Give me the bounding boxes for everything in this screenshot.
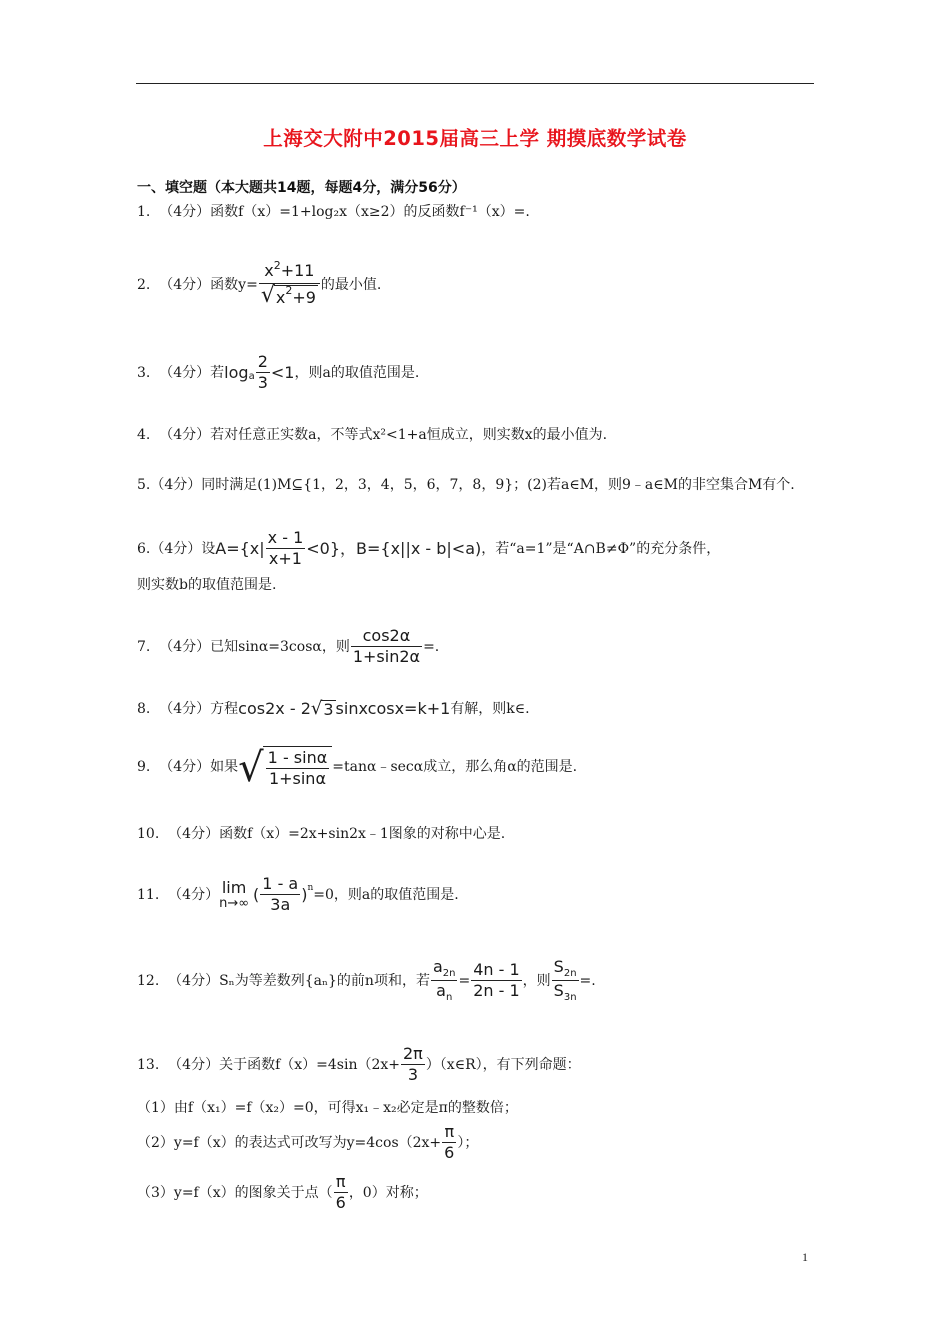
question-2-fraction [259, 259, 320, 308]
q12-f2-num: 4n - 1 [473, 960, 520, 979]
q13-item-2-suffix: ）； [457, 1134, 479, 1151]
question-10 [137, 826, 505, 842]
q3-log: log [224, 362, 249, 382]
question-12-prefix: 12. （4分）Sₙ为等差数列{aₙ}的前n项和，若 [137, 972, 430, 989]
question-3-prefix: 3. （4分）若 [137, 364, 225, 381]
question-2-prefix: 2. （4分）函数y= [137, 276, 258, 293]
question-5-text: 5.（4分）同时满足(1)M⊆{1，2，3，4，5，6，7，8，9}；(2)若a∈M，则9﹣a∈M的非空集合M有个. [137, 477, 795, 493]
q12-f1-num: a [432, 957, 443, 976]
question-7 [137, 627, 439, 666]
q12-mid-text: ，则 [522, 972, 551, 989]
question-7-suffix: =. [423, 638, 440, 655]
question-11 [137, 875, 459, 914]
q7-frac-den: 1+sin2α [352, 647, 421, 666]
q12-equals: = [458, 972, 471, 989]
question-2 [137, 259, 382, 308]
question-9 [137, 745, 578, 791]
q13-item-3-fraction [334, 1173, 348, 1212]
q12-f3-den-sub: 3n [563, 992, 577, 1003]
q13-item-1-text: （1）由f（x₁）=f（x₂）=0，可得x₁﹣x₂必定是π的整数倍； [137, 1100, 518, 1116]
q13-item-2-prefix: （2）y=f（x）的表达式可改写为y=4cos（2x+ [137, 1134, 442, 1151]
q2-num-exp: 2 [273, 259, 281, 272]
question-1 [137, 204, 530, 220]
question-9-suffix: =tanα﹣secα成立，那么角α的范围是. [332, 759, 578, 775]
question-8-suffix: 有解，则k∈. [450, 701, 530, 717]
question-6-suffix: ，若“a=1”是“A∩B≠Φ”的充分条件， [481, 540, 721, 557]
q8-sqrt-arg: 3 [323, 699, 334, 719]
q8-sqrt: √ 3 [310, 698, 334, 719]
q2-num-rest: +11 [280, 261, 315, 280]
q9-sqrt: √ $\frac{1 - \sin\alpha}{1+\sin\alpha}$ [238, 746, 332, 788]
question-5 [137, 477, 795, 493]
q13-item-3-prefix: （3）y=f（x）的图象关于点（ [137, 1184, 333, 1201]
q12-fraction-c [552, 958, 579, 1003]
q2-den-base: x [275, 287, 286, 307]
question-7-fraction [351, 627, 422, 666]
q11-lim-label: lim [221, 877, 247, 897]
q3-frac-num: 2 [257, 352, 268, 371]
q2-den-sqrt: √ x 2 +9 [260, 283, 316, 308]
q6-frac-den: x+1 [268, 549, 302, 568]
q13-frac-num: 2π [403, 1044, 423, 1063]
q13-item-3-suffix: ，0）对称； [348, 1184, 428, 1201]
q11-frac-den: 3a [270, 895, 291, 914]
document-title: 上海交大附中2015届高三上学 期摸底数学试卷 [263, 127, 687, 150]
question-6-fraction [266, 529, 306, 568]
question-6-prefix: 6.（4分）设 [137, 540, 216, 557]
q2-den-rest: +9 [292, 287, 316, 307]
question-1-text: 1. （4分）函数f（x）=1+log₂x（x≥2）的反函数f⁻¹（x）=. [137, 204, 530, 220]
question-11-suffix: =0，则a的取值范围是. [313, 886, 459, 903]
header-rule [136, 83, 814, 84]
q6-frac-num: x - 1 [267, 528, 304, 547]
question-13-item-2 [137, 1123, 478, 1162]
q6-set-a: A={x| [215, 538, 265, 558]
question-9-fraction [266, 749, 330, 788]
q7-frac-num: cos2α [362, 626, 411, 645]
q12-fraction-a [431, 958, 458, 1003]
section-heading: 一、填空题（本大题共14题，每题4分，满分56分） [137, 180, 466, 196]
q6-set-b: <0}，B={x||x - b|<a) [306, 538, 482, 558]
q11-lim-sub: n→∞ [219, 895, 250, 911]
q11-close-paren: ) [301, 884, 308, 904]
question-6 [137, 529, 720, 568]
q11-limit [219, 879, 249, 911]
question-6-line-2 [137, 577, 276, 593]
q12-f2-den: 2n - 1 [473, 981, 520, 1000]
q12-f3-den: S [553, 981, 564, 1000]
q13-item-2-fraction [442, 1123, 456, 1162]
question-9-prefix: 9. （4分）如果 [137, 759, 239, 775]
q12-f1-num-sub: 2n [442, 968, 456, 979]
question-8-prefix: 8. （4分）方程 [137, 701, 239, 717]
q3-frac-den: 3 [257, 373, 268, 392]
question-13-item-3 [137, 1173, 428, 1212]
question-13-prefix: 13. （4分）关于函数f（x）=4sin（2x+ [137, 1056, 400, 1073]
q13-item-2-num: π [444, 1122, 455, 1141]
question-13-suffix: ）（x∈R），有下列命题： [425, 1056, 581, 1073]
q9-frac-num: 1 - sinα [267, 748, 328, 767]
question-8 [137, 700, 530, 718]
question-12-suffix: =. [579, 972, 596, 989]
question-13-fraction [401, 1045, 425, 1084]
q3-log-base: a [248, 370, 255, 382]
question-3-fraction [256, 353, 270, 392]
q13-item-3-den: 6 [335, 1193, 346, 1212]
question-7-prefix: 7. （4分）已知sinα=3cosα，则 [137, 638, 350, 655]
question-13-item-1 [137, 1100, 518, 1116]
q2-den-exp: 2 [285, 283, 293, 297]
q13-item-2-den: 6 [444, 1143, 455, 1162]
question-4-text: 4. （4分）若对任意正实数a，不等式x²<1+a恒成立，则实数x的最小值为. [137, 427, 608, 443]
q11-frac-num: 1 - a [262, 874, 299, 893]
question-12 [137, 958, 596, 1003]
q2-num-base: x [264, 261, 274, 280]
question-6-continuation: 则实数b的取值范围是. [137, 577, 277, 593]
question-4 [137, 427, 607, 443]
q3-relation: <1 [270, 362, 295, 382]
question-3-suffix: ，则a的取值范围是. [294, 364, 420, 381]
page-number: 1 [802, 1250, 808, 1264]
question-11-prefix: 11. （4分） [137, 886, 220, 903]
q11-exponent: n [307, 882, 314, 893]
q12-fraction-b [471, 961, 521, 1000]
question-2-suffix: 的最小值. [320, 276, 382, 293]
q11-open-paren: ( [253, 884, 260, 904]
question-13 [137, 1045, 581, 1084]
q8-expr-b: sinxcosx=k+1 [335, 699, 451, 718]
q12-f3-num: S [553, 957, 564, 976]
q8-expr-a: cos2x - 2 [238, 699, 311, 718]
q12-f1-den: a [436, 981, 446, 1000]
q12-f3-num-sub: 2n [563, 968, 577, 979]
q9-frac-den: 1+sinα [268, 769, 326, 788]
q13-item-3-num: π [335, 1172, 346, 1191]
question-10-text: 10. （4分）函数f（x）=2x+sin2x﹣1图象的对称中心是. [137, 826, 506, 842]
q13-frac-den: 3 [407, 1065, 418, 1084]
question-11-fraction [260, 875, 300, 914]
q12-f1-den-sub: n [445, 992, 453, 1003]
question-3 [137, 353, 419, 392]
